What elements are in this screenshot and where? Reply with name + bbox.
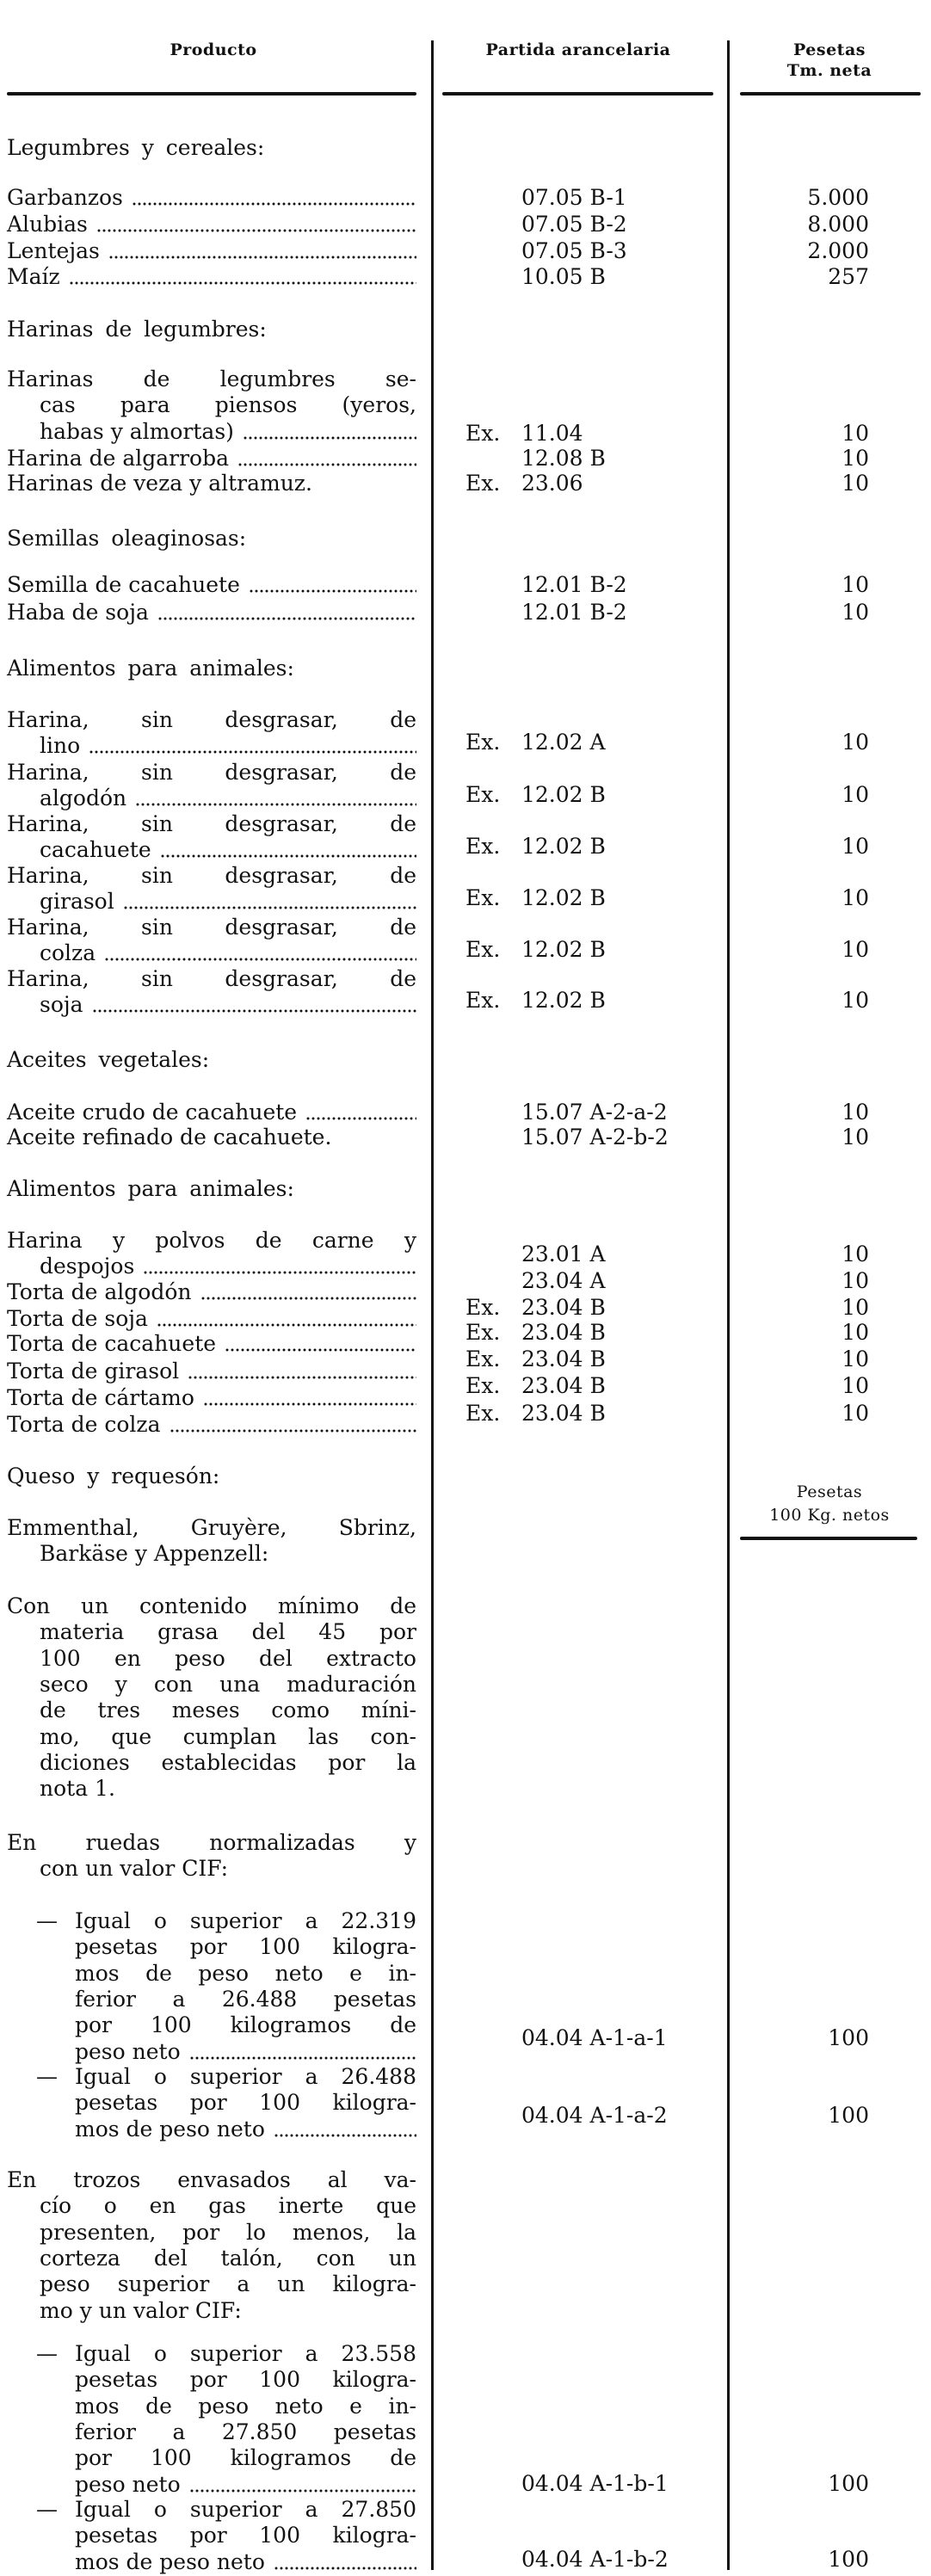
row-label-line: Harina y polvos de carne y	[7, 1228, 416, 1253]
dot-leader	[89, 750, 416, 754]
duty-value: 10	[842, 421, 869, 446]
row-label-line: mos de peso neto e in-	[75, 2394, 416, 2419]
row-label-line	[75, 2117, 416, 2142]
row-label: peso neto	[75, 2472, 181, 2497]
dot-leader	[123, 906, 416, 909]
row-label: cacahuete	[40, 837, 151, 862]
row-label-line	[75, 2549, 416, 2575]
tariff-code: 11.04	[521, 421, 583, 446]
row-label-line: Aceite refinado de cacahuete.	[7, 1125, 332, 1149]
tariff-code: 23.04 B	[521, 1320, 606, 1345]
duty-value: 10	[842, 937, 869, 962]
duty-value: 10	[842, 446, 869, 471]
header-unit-line1: Pesetas	[793, 40, 866, 59]
duty-value: 10	[842, 600, 869, 625]
row-label-line: Igual o superior a 27.850	[75, 2497, 416, 2522]
row-label-line: por 100 kilogramos de	[75, 2012, 416, 2037]
row-label-line: cas para piensos (yeros,	[40, 392, 416, 417]
dot-leader	[200, 1297, 417, 1300]
row-label-line: pesetas por 100 kilogra-	[75, 2367, 416, 2392]
tariff-code: 23.06	[521, 471, 583, 496]
row-label-line: pesetas por 100 kilogra-	[75, 2090, 416, 2115]
duty-value: 10	[842, 1242, 869, 1266]
tariff-prefix: Ex.	[466, 1373, 501, 1398]
tariff-prefix: Ex.	[466, 782, 501, 807]
row-label-line	[40, 940, 416, 966]
dot-leader	[170, 1429, 416, 1433]
tariff-code: 04.04 A-1-a-2	[521, 2103, 668, 2128]
dot-leader	[189, 2056, 416, 2060]
row-label-line: Harinas de veza y altramuz.	[7, 471, 312, 496]
dash-bullet: —	[36, 2341, 58, 2366]
tariff-code: 07.05 B-3	[521, 238, 627, 263]
duty-value: 100	[828, 2547, 869, 2572]
row-label: lino	[40, 733, 81, 758]
row-label: peso neto	[75, 2039, 181, 2064]
row-label-line: nota 1.	[40, 1776, 115, 1801]
row-label-line	[40, 733, 416, 759]
row-label-line: Barkäse y Appenzell:	[40, 1541, 269, 1566]
row-label-line: Harina, sin desgrasar, de	[7, 966, 416, 991]
duty-value: 10	[842, 885, 869, 910]
dot-leader	[132, 202, 416, 206]
row-label: Maíz	[7, 264, 60, 289]
row-label-line	[7, 1359, 416, 1384]
tariff-code: 15.07 A-2-a-2	[521, 1100, 668, 1125]
tariff-prefix: Ex.	[466, 988, 501, 1013]
dot-leader	[104, 958, 416, 961]
tariff-prefix: Ex.	[466, 1320, 501, 1345]
duty-value: 10	[842, 1347, 869, 1371]
row-label-line: mo y un valor CIF:	[40, 2298, 242, 2323]
dash-bullet: —	[36, 2064, 58, 2089]
tariff-prefix: Ex.	[466, 1401, 501, 1426]
row-label: Torta de colza	[7, 1412, 161, 1437]
dot-leader	[189, 2489, 416, 2493]
tariff-code: 23.04 A	[521, 1268, 606, 1293]
row-label-line: ferior a 26.488 pesetas	[75, 1987, 416, 2012]
row-label-line: mo, que cumplan las con-	[40, 1724, 416, 1749]
row-label-line	[7, 600, 416, 626]
tariff-prefix: Ex.	[466, 1295, 501, 1320]
section-heading: Legumbres y cereales:	[7, 135, 265, 160]
header2-rule-unit	[740, 1537, 917, 1540]
row-label-line: ferior a 27.850 pesetas	[75, 2419, 416, 2444]
row-label-line	[7, 1279, 416, 1305]
row-label-line: seco y con una maduración	[40, 1672, 416, 1697]
tariff-prefix: Ex.	[466, 1347, 501, 1371]
row-label-line	[7, 1306, 416, 1332]
duty-value: 8.000	[807, 212, 869, 237]
duty-value: 5.000	[807, 185, 869, 210]
dot-leader	[274, 2567, 416, 2570]
row-label: mos de peso neto	[75, 2117, 265, 2142]
row-label-line	[7, 1412, 416, 1438]
section-heading: Harinas de legumbres:	[7, 317, 267, 342]
duty-value: 10	[842, 1125, 869, 1149]
dot-leader	[225, 1348, 416, 1352]
tariff-code: 12.01 B-2	[521, 572, 627, 597]
tariff-code: 23.01 A	[521, 1242, 606, 1266]
row-label-line: Harina, sin desgrasar, de	[7, 915, 416, 940]
row-label-line: con un valor CIF:	[40, 1856, 229, 1881]
row-label-line: En ruedas normalizadas y	[7, 1830, 416, 1855]
row-label-line: Harina, sin desgrasar, de	[7, 811, 416, 836]
row-label: Torta de cacahuete	[7, 1331, 217, 1356]
row-label: soja	[40, 992, 83, 1017]
dot-leader	[249, 589, 416, 593]
row-label-line: mos de peso neto e in-	[75, 1961, 416, 1986]
row-label-line: por 100 kilogramos de	[75, 2445, 416, 2470]
duty-value: 10	[842, 572, 869, 597]
tariff-code: 04.04 A-1-a-1	[521, 2025, 668, 2050]
duty-value: 10	[842, 834, 869, 859]
dot-leader	[203, 1402, 416, 1406]
section-heading: Semillas oleaginosas:	[7, 526, 247, 551]
row-label: Semilla de cacahuete	[7, 572, 240, 597]
row-label-line	[40, 419, 416, 445]
row-label-line	[75, 2472, 416, 2498]
tariff-code: 04.04 A-1-b-2	[521, 2547, 669, 2572]
dot-leader	[157, 617, 416, 620]
tariff-prefix: Ex.	[466, 730, 501, 755]
row-label-line: Harina, sin desgrasar, de	[7, 707, 416, 732]
dot-leader	[243, 436, 416, 440]
section-heading: Alimentos para animales:	[7, 1176, 294, 1201]
row-label: despojos	[40, 1254, 135, 1279]
row-label-line: Igual o superior a 22.319	[75, 1908, 416, 1933]
dot-leader	[108, 256, 416, 259]
row-label-line: cío o en gas inerte que	[40, 2193, 416, 2218]
tariff-code: 07.05 B-1	[521, 185, 627, 210]
duty-value: 10	[842, 1295, 869, 1320]
dot-leader	[305, 1117, 416, 1120]
row-label-line: 100 en peso del extracto	[40, 1646, 416, 1671]
row-label-line	[7, 185, 416, 211]
dot-leader	[69, 281, 416, 285]
duty-value: 10	[842, 988, 869, 1013]
dash-bullet: —	[36, 1908, 58, 1933]
duty-value: 257	[828, 264, 869, 289]
row-label-line: diciones establecidas por la	[40, 1750, 416, 1775]
row-label-line	[7, 1331, 416, 1357]
tariff-prefix: Ex.	[466, 937, 501, 962]
tariff-code: 12.02 B	[521, 782, 606, 807]
row-label-line	[7, 264, 416, 290]
row-label-line: presenten, por lo menos, la	[40, 2220, 416, 2245]
row-label-line	[40, 1254, 416, 1279]
header2-unit-line2: 100 Kg. netos	[769, 1506, 890, 1525]
tariff-code: 10.05 B	[521, 264, 606, 289]
row-label: Torta de cártamo	[7, 1385, 194, 1410]
tariff-code: 12.02 B	[521, 885, 606, 910]
header-unit-line2: Tm. neta	[786, 61, 872, 80]
row-label: mos de peso neto	[75, 2549, 265, 2574]
tariff-code: 15.07 A-2-b-2	[521, 1125, 669, 1149]
tariff-code: 04.04 A-1-b-1	[521, 2471, 669, 2496]
row-label-line	[7, 572, 416, 598]
duty-value: 10	[842, 1401, 869, 1426]
row-label-line	[40, 889, 416, 915]
duty-value: 10	[842, 782, 869, 807]
row-label-line	[7, 1100, 416, 1125]
dot-leader	[135, 803, 416, 806]
dash-bullet: —	[36, 2497, 58, 2522]
row-label-line: Con un contenido mínimo de	[7, 1593, 416, 1618]
dot-leader	[157, 1323, 416, 1327]
header-product: Producto	[170, 40, 257, 59]
column-divider-1	[431, 40, 434, 2570]
row-label: girasol	[40, 889, 114, 914]
row-label: Lentejas	[7, 238, 100, 263]
row-label-line	[7, 212, 416, 237]
header2-unit-line1: Pesetas	[796, 1482, 863, 1501]
tariff-prefix: Ex.	[466, 421, 501, 446]
duty-value: 100	[828, 2103, 869, 2128]
tariff-code: 12.02 A	[521, 730, 606, 755]
row-label-line: En trozos envasados al va-	[7, 2167, 416, 2192]
tariff-code: 23.04 B	[521, 1347, 606, 1371]
row-label-line	[7, 1385, 416, 1411]
header-rule-product	[7, 92, 416, 96]
row-label-line: Igual o superior a 26.488	[75, 2064, 416, 2089]
tariff-code: 07.05 B-2	[521, 212, 627, 237]
row-label-line: de tres meses como míni-	[40, 1698, 416, 1722]
duty-value: 10	[842, 1320, 869, 1345]
row-label-line: Emmenthal, Gruyère, Sbrinz,	[7, 1515, 416, 1540]
duty-value: 100	[828, 2471, 869, 2496]
tariff-code: 23.04 B	[521, 1295, 606, 1320]
dot-leader	[160, 854, 416, 858]
row-label-line	[40, 786, 416, 811]
row-label: Harina de algarroba	[7, 446, 230, 471]
tariff-prefix: Ex.	[466, 885, 501, 910]
header-tariff: Partida arancelaria	[485, 40, 671, 59]
row-label: Torta de algodón	[7, 1279, 192, 1304]
row-label-line: pesetas por 100 kilogra-	[75, 1934, 416, 1959]
duty-value: 10	[842, 471, 869, 496]
section-heading: Aceites vegetales:	[7, 1047, 210, 1072]
tariff-prefix: Ex.	[466, 834, 501, 859]
duty-value: 2.000	[807, 238, 869, 263]
duty-value: 100	[828, 2025, 869, 2050]
row-label: Alubias	[7, 212, 88, 237]
row-label-line: Harinas de legumbres se-	[7, 367, 416, 391]
duty-value: 10	[842, 1373, 869, 1398]
row-label-line: materia grasa del 45 por	[40, 1619, 416, 1644]
column-divider-2	[727, 40, 730, 2570]
row-label: algodón	[40, 786, 127, 810]
row-label-line	[7, 238, 416, 264]
duty-value: 10	[842, 1100, 869, 1125]
tariff-code: 12.08 B	[521, 446, 606, 471]
row-label: Haba de soja	[7, 600, 149, 625]
dot-leader	[92, 1009, 416, 1013]
tariff-code: 12.01 B-2	[521, 600, 627, 625]
row-label-line: Harina, sin desgrasar, de	[7, 863, 416, 888]
row-label: colza	[40, 940, 96, 965]
row-label: Aceite crudo de cacahuete	[7, 1100, 298, 1125]
dot-leader	[274, 2134, 416, 2137]
dot-leader	[237, 463, 416, 466]
dot-leader	[188, 1376, 416, 1379]
tariff-code: 12.02 B	[521, 937, 606, 962]
row-label-line	[40, 992, 416, 1018]
row-label: Torta de soja	[7, 1306, 148, 1331]
section-heading: Queso y requesón:	[7, 1464, 220, 1488]
tariff-code: 23.04 B	[521, 1401, 606, 1426]
row-label-line: corteza del talón, con un	[40, 2246, 416, 2271]
section-heading: Alimentos para animales:	[7, 656, 294, 681]
tariff-code: 12.02 B	[521, 988, 606, 1013]
row-label: Garbanzos	[7, 185, 123, 210]
tariff-code: 12.02 B	[521, 834, 606, 859]
row-label-line: Harina, sin desgrasar, de	[7, 760, 416, 785]
row-label-line	[40, 837, 416, 863]
row-label-line: Igual o superior a 23.558	[75, 2341, 416, 2366]
tariff-code: 23.04 B	[521, 1373, 606, 1398]
row-label-line: pesetas por 100 kilogra-	[75, 2523, 416, 2548]
duty-value: 10	[842, 730, 869, 755]
row-label-line	[7, 446, 416, 471]
row-label: habas y almortas)	[40, 419, 234, 444]
tariff-prefix: Ex.	[466, 471, 501, 496]
row-label: Torta de girasol	[7, 1359, 180, 1384]
header-rule-unit	[740, 92, 921, 96]
row-label-line: peso superior a un kilogra-	[40, 2271, 416, 2296]
dot-leader	[143, 1271, 416, 1274]
header-rule-tariff	[442, 92, 713, 96]
dot-leader	[96, 229, 416, 232]
duty-value: 10	[842, 1268, 869, 1293]
row-label-line	[75, 2039, 416, 2065]
